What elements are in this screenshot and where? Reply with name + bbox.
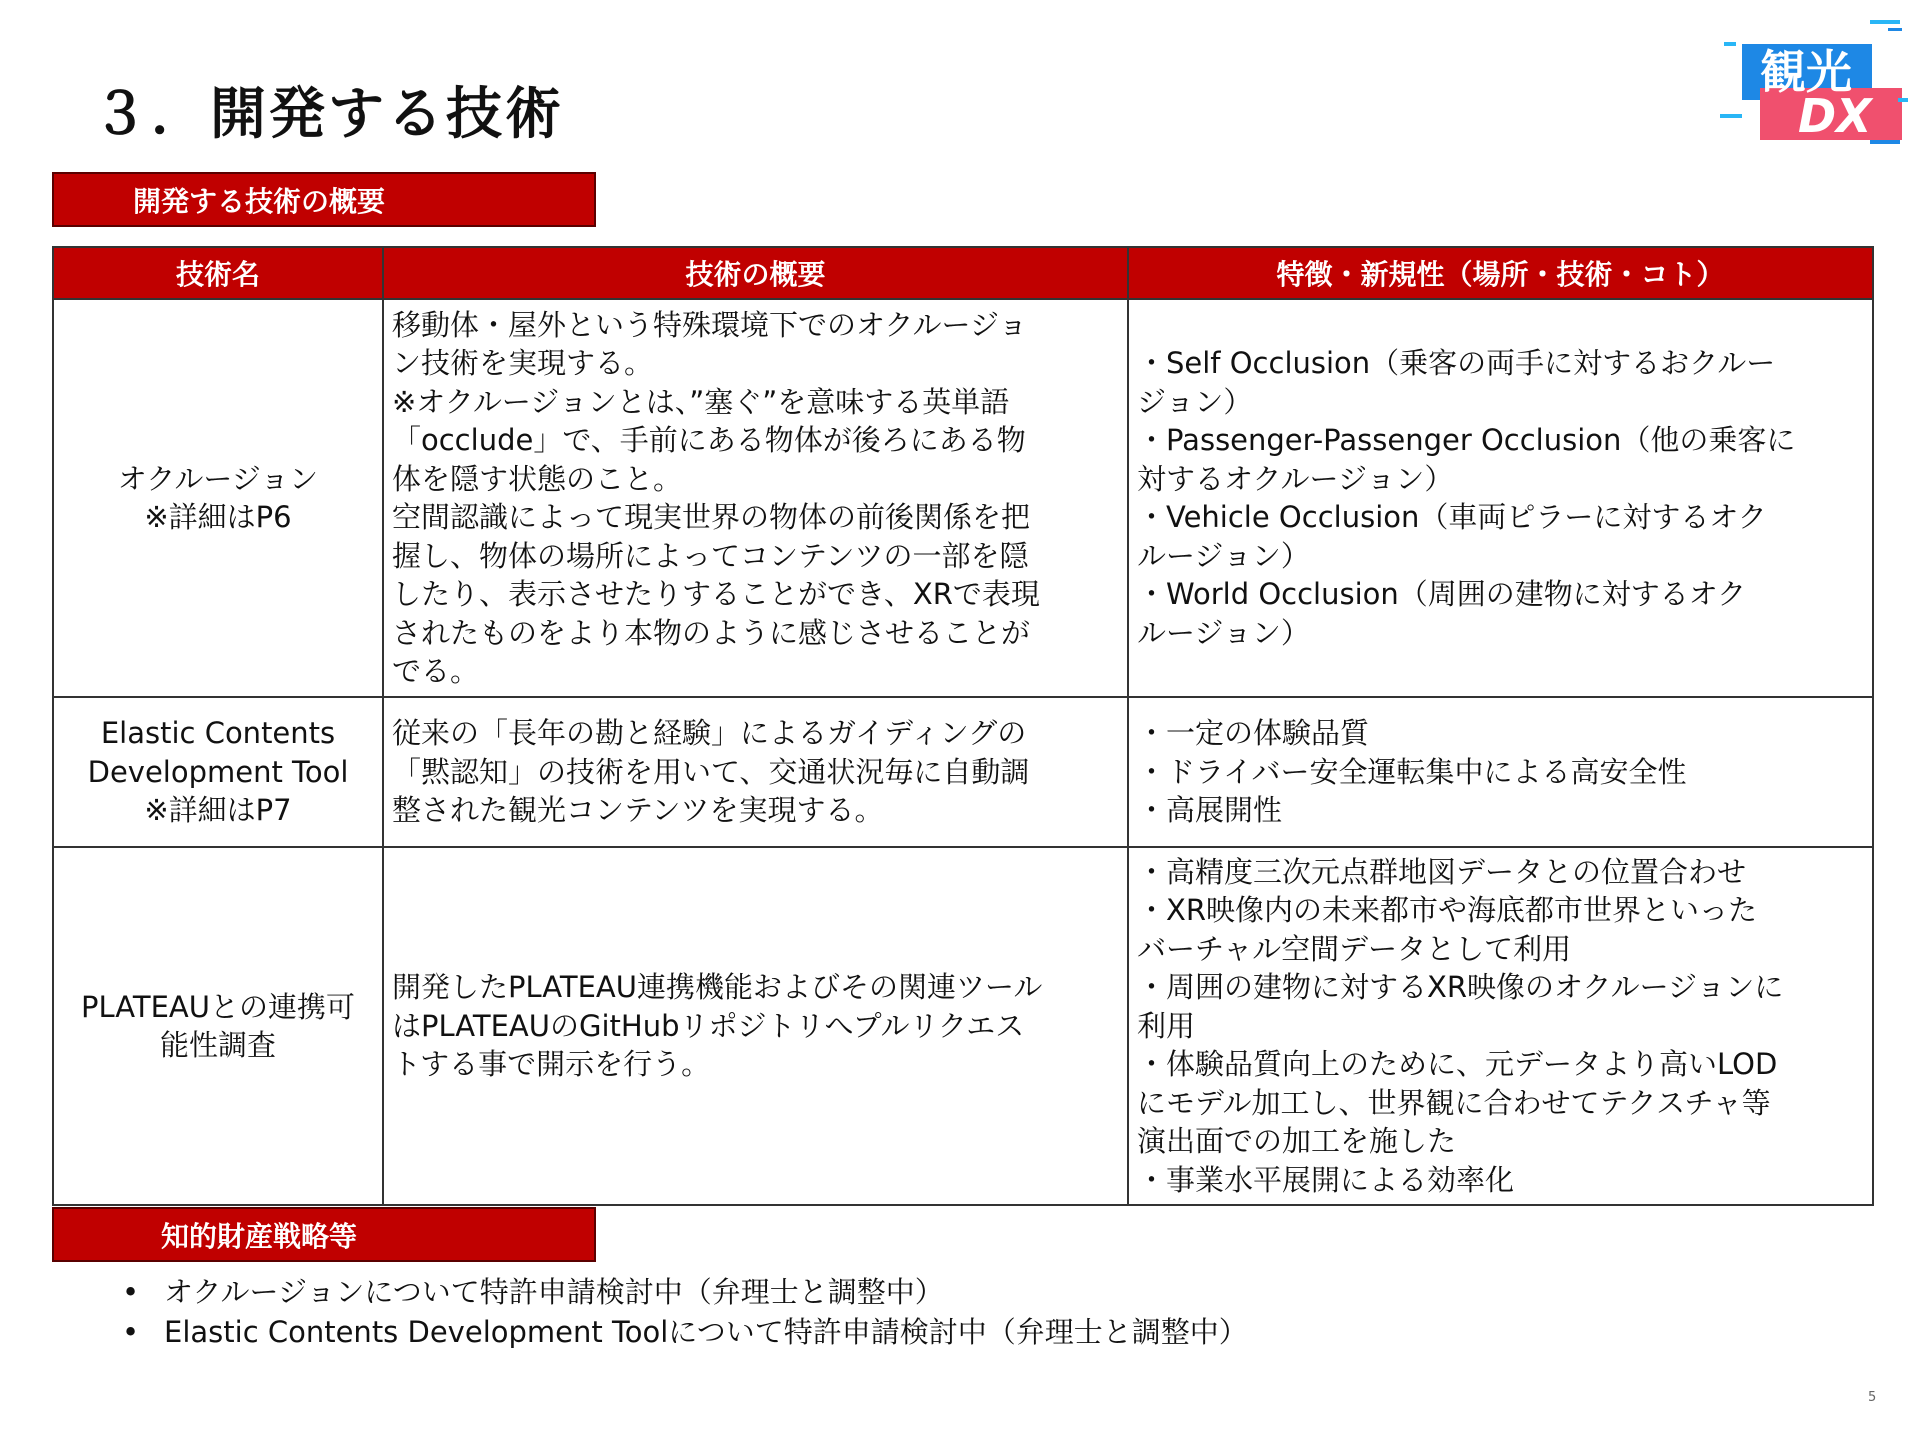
logo-text-line2: DX — [1798, 89, 1872, 143]
cell-line: 握し、物体の場所によってコンテンツの一部を隠 — [392, 538, 1029, 573]
kanko-dx-logo — [1720, 18, 1910, 148]
cell-line: ・一定の体験品質 — [1137, 716, 1370, 751]
cell-line: 空間認識によって現実世界の物体の前後関係を把 — [392, 500, 1031, 534]
cell-line: ※オクルージョンとは、”塞ぐ”を意味する英単語 — [392, 384, 1010, 419]
cell-line: 利用 — [1137, 1008, 1196, 1043]
cell-line: ・体験品質向上のために、元データより高いLOD — [1137, 1047, 1778, 1082]
cell-line: 演出面での加工を施した — [1137, 1124, 1457, 1159]
table-row — [53, 697, 1873, 847]
list-item-text: Elastic Contents Development Toolについて特許申請検討中（弁理士と調整中） — [164, 1315, 1248, 1349]
cell-line: ・高精度三次元点群地図データとの位置合わせ — [1137, 854, 1747, 889]
cell-line: バーチャル空間データとして利用 — [1137, 931, 1572, 966]
list-item-text: オクルージョンについて特許申請検討中（弁理士と調整中） — [164, 1275, 944, 1309]
section-label-text: 開発する技術の概要 — [132, 184, 385, 218]
cell-line: ・周囲の建物に対するXR映像のオクルージョンに — [1137, 970, 1784, 1005]
header-features: 特徴・新規性（場所・技術・コト） — [1128, 247, 1873, 299]
cell-line: ・Vehicle Occlusion（車両ピラーに対するオク — [1137, 500, 1767, 534]
cell-line: はPLATEAUのGitHubリポジトリへプルリクエス — [392, 1008, 1025, 1043]
tech-name-cell — [53, 847, 383, 1205]
cell-line: 従来の「長年の勘と経験」によるガイディングの — [392, 716, 1027, 751]
cell-line: ン技術を実現する。 — [392, 346, 654, 380]
section-label-ip-strategy — [52, 1207, 596, 1262]
section-label-text: 知的財産戦略等 — [160, 1219, 357, 1253]
cell-line: でる。 — [392, 654, 480, 688]
list-item — [122, 1312, 1248, 1352]
tech-table — [52, 246, 1874, 1206]
cell-line: にモデル加工し、世界観に合わせてテクスチャ等 — [1137, 1085, 1771, 1120]
cell-line: オクルージョン — [117, 461, 319, 496]
features-cell — [1128, 697, 1873, 847]
list-item — [122, 1272, 1248, 1312]
cell-line: ・高展開性 — [1137, 793, 1283, 828]
tech-overview-cell — [383, 697, 1128, 847]
table-row — [53, 299, 1873, 697]
cell-line: ・World Occlusion（周囲の建物に対するオク — [1137, 577, 1747, 611]
cell-line: ルージョン） — [1137, 538, 1310, 573]
cell-line: PLATEAUとの連携可 — [81, 989, 355, 1024]
cell-line: 「黙認知」の技術を用いて、交通状況毎に自動調 — [392, 754, 1030, 789]
table-header-row — [53, 247, 1873, 299]
bullet-icon: • — [122, 1315, 140, 1349]
page-number: 5 — [1868, 1390, 1877, 1405]
cell-line: 体を隠す状態のこと。 — [392, 461, 683, 496]
cell-line: ジョン） — [1137, 384, 1253, 419]
cell-line: ルージョン） — [1137, 615, 1310, 650]
header-tech-name: 技術名 — [53, 247, 383, 299]
cell-line: Development Tool — [87, 754, 349, 789]
header-tech-overview: 技術の概要 — [383, 247, 1128, 299]
tech-name-cell — [53, 299, 383, 697]
cell-line: ・事業水平展開による効率化 — [1137, 1162, 1515, 1197]
features-cell — [1128, 299, 1873, 697]
cell-line: 移動体・屋外という特殊環境下でのオクルージョ — [392, 307, 1028, 342]
cell-line: Elastic Contents — [100, 716, 336, 751]
tech-overview-cell — [383, 299, 1128, 697]
ip-bullet-list — [122, 1272, 1248, 1352]
cell-line: したり、表示させたりすることができ、XRで表現 — [392, 577, 1040, 611]
cell-line: 能性調査 — [159, 1028, 276, 1062]
section-label-tech-overview — [52, 172, 596, 227]
cell-line: ・Self Occlusion（乗客の両手に対するおクルー — [1137, 346, 1776, 380]
cell-line: されたものをより本物のように感じさせることが — [392, 615, 1031, 650]
logo-text-line1: 観光 — [1760, 45, 1852, 99]
cell-line: ・ドライバー安全運転集中による高安全性 — [1137, 754, 1687, 789]
cell-line: 開発したPLATEAU連携機能およびその関連ツール — [392, 970, 1043, 1005]
cell-line: トする事で開示を行う。 — [392, 1047, 711, 1082]
page-title: ３．開発する技術 — [92, 82, 564, 147]
cell-line: ※詳細はP6 — [144, 500, 292, 534]
tech-name-cell — [53, 697, 383, 847]
bullet-icon: • — [122, 1275, 140, 1309]
cell-line: 「occlude」で、手前にある物体が後ろにある物 — [392, 423, 1026, 457]
tech-overview-cell — [383, 847, 1128, 1205]
cell-line: ※詳細はP7 — [144, 793, 292, 828]
cell-line: 対するオクルージョン） — [1137, 461, 1454, 496]
table-row — [53, 847, 1873, 1205]
cell-line: 整された観光コンテンツを実現する。 — [392, 793, 884, 828]
features-cell — [1128, 847, 1873, 1205]
cell-line: ・Passenger-Passenger Occlusion（他の乗客に — [1137, 423, 1796, 457]
cell-line: ・XR映像内の未来都市や海底都市世界といった — [1137, 893, 1758, 928]
